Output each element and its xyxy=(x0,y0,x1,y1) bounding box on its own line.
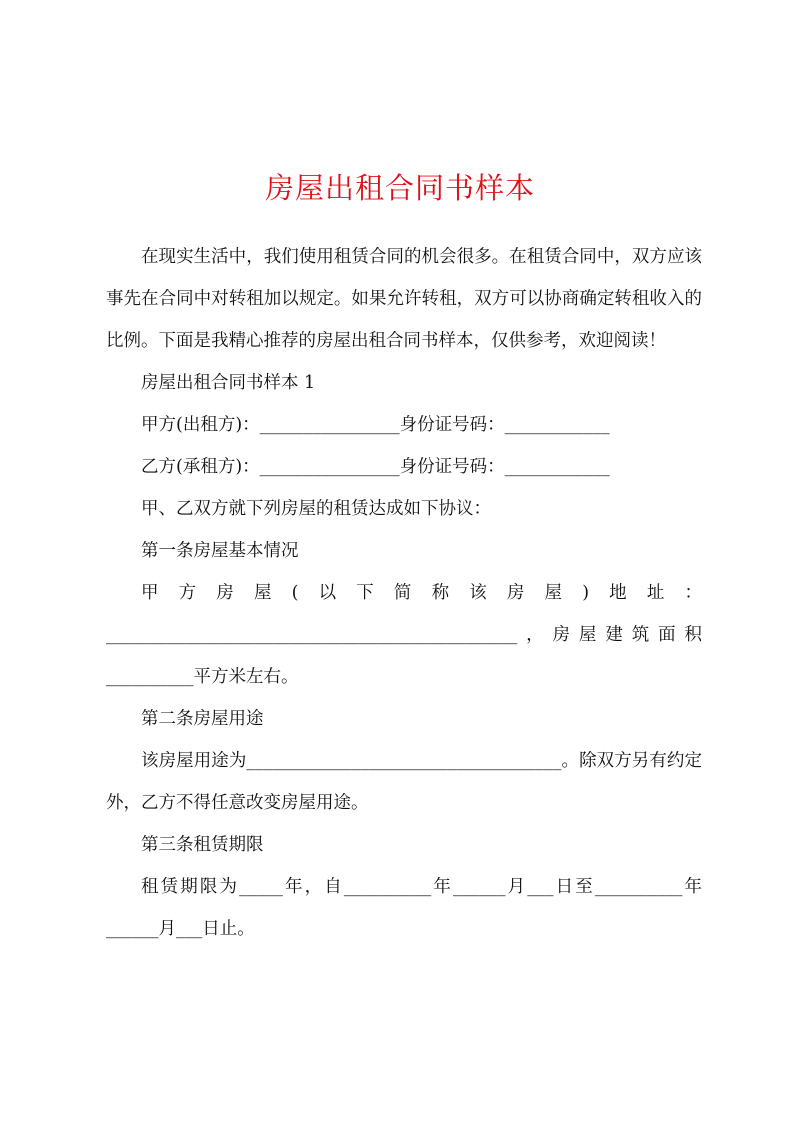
party-b-line: 乙方(承租方)：________________身份证号码：____________ xyxy=(141,457,610,477)
address-line: 甲方房屋(以下简称该房屋)地址： xyxy=(141,583,702,603)
article-1-heading: 第一条房屋基本情况 xyxy=(141,541,299,561)
usage-paragraph: 该房屋用途为____________________________________。除双方另有约定外，乙方不得任意改变房屋用途。 xyxy=(106,751,702,813)
article-2-heading: 第二条房屋用途 xyxy=(141,709,264,729)
intro-paragraph: 在现实生活中，我们使用租赁合同的机会很多。在租赁合同中，双方应该事先在合同中对转租加以规定。如果允许转租，双方可以协商确定转租收入的比例。下面是我精心推荐的房屋出租合同书样本，仅供参考，欢迎阅读！ xyxy=(106,247,702,351)
document-title: 房屋出租合同书样本 xyxy=(264,171,535,205)
agreement-intro: 甲、乙双方就下列房屋的租赁达成如下协议： xyxy=(141,499,491,519)
party-a-line: 甲方(出租方)：________________身份证号码：____________ xyxy=(141,415,610,435)
lease-term-line: 租赁期限为_____年，自__________年______月___日至__________年 xyxy=(141,877,702,897)
sample-heading: 房屋出租合同书样本 1 xyxy=(141,373,316,393)
document-body xyxy=(106,236,702,950)
area-line: __________平方米左右。 xyxy=(106,667,299,687)
address-blank-line: _______________________________________________，房屋建筑面积 xyxy=(106,625,702,645)
article-3-heading: 第三条租赁期限 xyxy=(141,835,264,855)
lease-term-end-line: ______月___日止。 xyxy=(106,919,255,939)
